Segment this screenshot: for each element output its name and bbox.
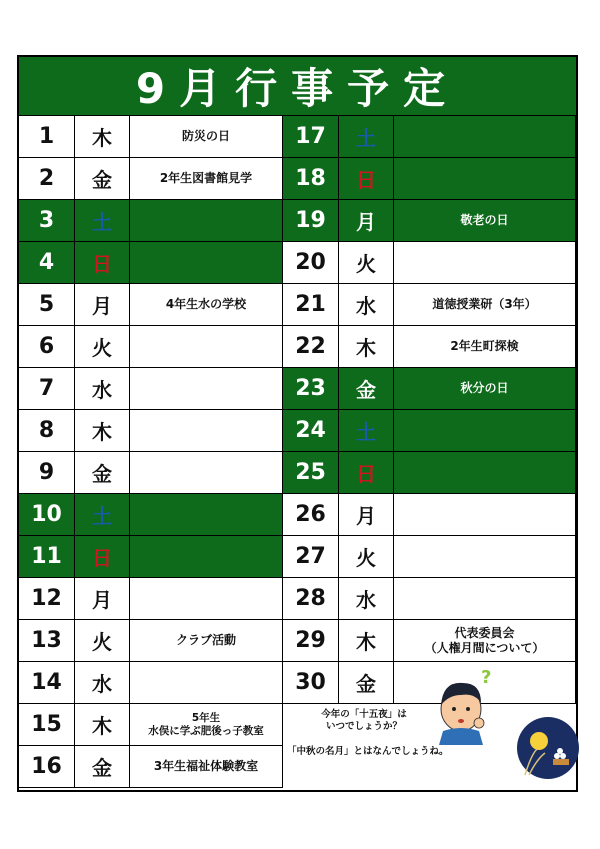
weekday: 月 <box>75 284 130 325</box>
schedule-row-5 <box>19 284 283 326</box>
event-text <box>130 494 283 535</box>
schedule-row-23 <box>283 368 576 410</box>
day-number: 7 <box>19 368 75 409</box>
weekday: 金 <box>339 662 394 703</box>
day-number: 19 <box>283 200 339 241</box>
weekday: 土 <box>339 410 394 451</box>
weekday: 木 <box>75 704 130 745</box>
day-number: 29 <box>283 620 339 661</box>
schedule-row-13 <box>19 620 283 662</box>
day-number: 17 <box>283 116 339 157</box>
event-text <box>394 116 576 157</box>
weekday: 水 <box>75 368 130 409</box>
day-number: 9 <box>19 452 75 493</box>
event-text: 2年生町探検 <box>394 326 576 367</box>
event-text <box>394 578 576 619</box>
event-text <box>394 494 576 535</box>
schedule-row-16 <box>19 746 283 788</box>
schedule-row-22 <box>283 326 576 368</box>
day-number: 8 <box>19 410 75 451</box>
weekday: 木 <box>75 410 130 451</box>
schedule-row-11 <box>19 536 283 578</box>
weekday: 土 <box>75 200 130 241</box>
schedule-row-10 <box>19 494 283 536</box>
schedule-row-24 <box>283 410 576 452</box>
event-text <box>130 242 283 283</box>
weekday: 土 <box>75 494 130 535</box>
weekday: 火 <box>339 242 394 283</box>
day-number: 6 <box>19 326 75 367</box>
event-text <box>394 536 576 577</box>
schedule-row-21 <box>283 284 576 326</box>
weekday: 木 <box>75 116 130 157</box>
event-text: 秋分の日 <box>394 368 576 409</box>
event-text: 代表委員会 （人権月間について） <box>394 620 576 661</box>
day-number: 14 <box>19 662 75 703</box>
event-text: 4年生水の学校 <box>130 284 283 325</box>
weekday: 日 <box>75 242 130 283</box>
day-number: 23 <box>283 368 339 409</box>
day-number: 16 <box>19 746 75 787</box>
day-number: 1 <box>19 116 75 157</box>
schedule-row-26 <box>283 494 576 536</box>
weekday: 金 <box>75 746 130 787</box>
schedule-row-6 <box>19 326 283 368</box>
weekday: 月 <box>339 200 394 241</box>
moon-viewing-illustration <box>515 715 581 781</box>
day-number: 25 <box>283 452 339 493</box>
weekday: 木 <box>339 326 394 367</box>
event-text <box>130 452 283 493</box>
event-text <box>130 662 283 703</box>
event-text: 防災の日 <box>130 116 283 157</box>
schedule-row-8 <box>19 410 283 452</box>
schedule-row-3 <box>19 200 283 242</box>
schedule-row-28 <box>283 578 576 620</box>
answer-note: 「中秋の名月」とはなんでしょうね。 <box>287 746 449 757</box>
day-number: 27 <box>283 536 339 577</box>
thinking-boy-illustration <box>431 665 501 745</box>
event-text: 道徳授業研（3年） <box>394 284 576 325</box>
day-number: 28 <box>283 578 339 619</box>
event-text <box>130 200 283 241</box>
weekday: 火 <box>75 326 130 367</box>
schedule-row-1 <box>19 116 283 158</box>
day-number: 22 <box>283 326 339 367</box>
day-number: 24 <box>283 410 339 451</box>
day-number: 5 <box>19 284 75 325</box>
schedule-row-29 <box>283 620 576 662</box>
weekday: 水 <box>75 662 130 703</box>
weekday: 月 <box>75 578 130 619</box>
schedule-row-27 <box>283 536 576 578</box>
event-text: 5年生 水俣に学ぶ肥後っ子教室 <box>130 704 283 745</box>
event-text <box>394 158 576 199</box>
schedule-row-4 <box>19 242 283 284</box>
schedule-row-15 <box>19 704 283 746</box>
schedule-row-7 <box>19 368 283 410</box>
weekday: 火 <box>339 536 394 577</box>
event-text: 3年生福祉体験教室 <box>130 746 283 787</box>
event-text <box>130 410 283 451</box>
event-text <box>130 578 283 619</box>
schedule-row-20 <box>283 242 576 284</box>
weekday: 水 <box>339 578 394 619</box>
event-text <box>130 368 283 409</box>
weekday: 金 <box>75 158 130 199</box>
weekday: 金 <box>339 368 394 409</box>
event-text: 2年生図書館見学 <box>130 158 283 199</box>
question-note: 今年の「十五夜」は いつでしょうか？ <box>321 709 407 732</box>
day-number: 3 <box>19 200 75 241</box>
day-number: 30 <box>283 662 339 703</box>
schedule-row-14 <box>19 662 283 704</box>
schedule-row-25 <box>283 452 576 494</box>
svg-text:?: ? <box>481 667 492 688</box>
event-text <box>130 326 283 367</box>
page-title: 9月行事予定 <box>19 57 576 116</box>
weekday: 土 <box>339 116 394 157</box>
event-text <box>130 536 283 577</box>
day-number: 20 <box>283 242 339 283</box>
event-text <box>394 410 576 451</box>
day-number: 10 <box>19 494 75 535</box>
event-text <box>394 452 576 493</box>
schedule-sheet <box>17 55 578 792</box>
event-text: 敬老の日 <box>394 200 576 241</box>
schedule-row-19 <box>283 200 576 242</box>
weekday: 月 <box>339 494 394 535</box>
day-number: 18 <box>283 158 339 199</box>
day-number: 26 <box>283 494 339 535</box>
day-number: 2 <box>19 158 75 199</box>
schedule-row-18 <box>283 158 576 200</box>
schedule-row-9 <box>19 452 283 494</box>
weekday: 日 <box>75 536 130 577</box>
day-number: 21 <box>283 284 339 325</box>
weekday: 日 <box>339 158 394 199</box>
schedule-row-30 <box>283 662 576 704</box>
weekday: 火 <box>75 620 130 661</box>
day-number: 15 <box>19 704 75 745</box>
event-text <box>394 242 576 283</box>
day-number: 4 <box>19 242 75 283</box>
schedule-row-17 <box>283 116 576 158</box>
weekday: 木 <box>339 620 394 661</box>
schedule-row-12 <box>19 578 283 620</box>
day-number: 12 <box>19 578 75 619</box>
event-text: クラブ活動 <box>130 620 283 661</box>
day-number: 11 <box>19 536 75 577</box>
schedule-row-2 <box>19 158 283 200</box>
day-number: 13 <box>19 620 75 661</box>
weekday: 水 <box>339 284 394 325</box>
weekday: 金 <box>75 452 130 493</box>
weekday: 日 <box>339 452 394 493</box>
